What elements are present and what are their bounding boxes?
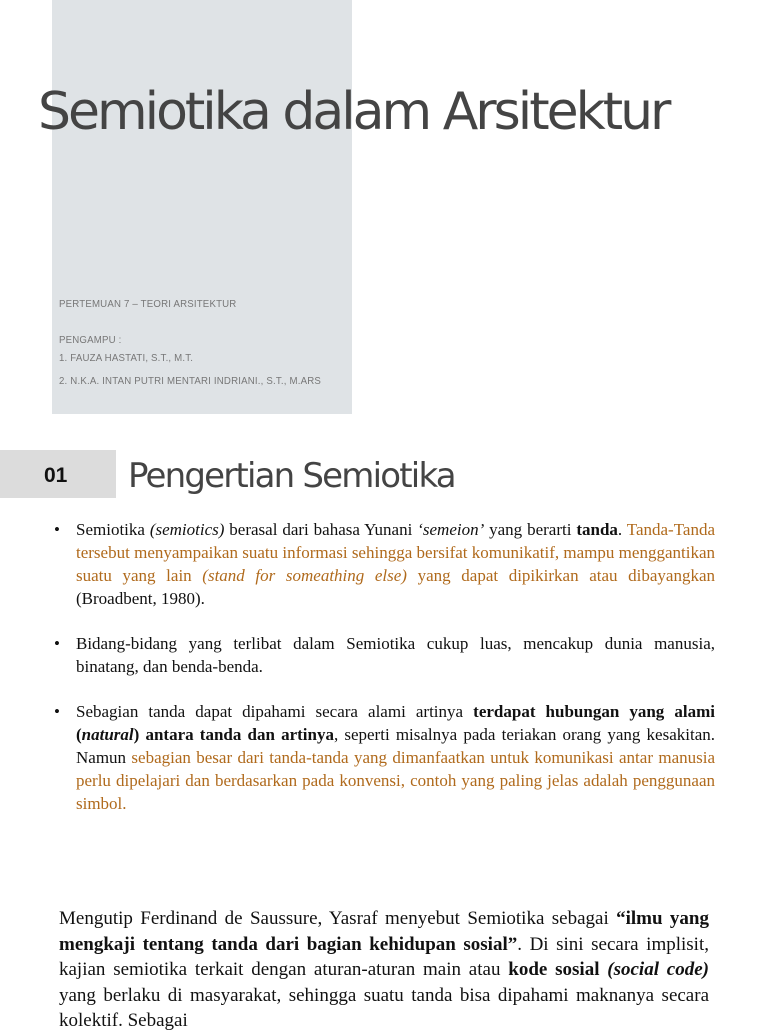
- section-title: Pengertian Semiotika: [128, 456, 455, 496]
- lecturers-label: PENGAMPU :: [59, 334, 122, 346]
- document-title: Semiotika dalam Arsitektur: [38, 82, 669, 142]
- saussure-paragraph: Mengutip Ferdinand de Saussure, Yasraf menyebut Semiotika sebagai “ilmu yang mengkaji tentang tanda dari bagian kehidupan sosial”. Di sini secara implisit, kajian semiotika terkait dengan aturan-aturan main atau kode sosial (social code) yang berlaku di masyarakat, sehingga suatu tanda bisa dipahami maknanya secara kolektif. Sebagai: [59, 908, 709, 1031]
- definition-list: [54, 518, 715, 837]
- meeting-label: PERTEMUAN 7 – TEORI ARSITEKTUR: [59, 298, 237, 310]
- section-number: 01: [44, 464, 68, 487]
- list-item: • Semiotika (semiotics) berasal dari bahasa Yunani ‘semeion’ yang berarti tanda. Tanda-Tanda tersebut menyampaikan suatu informasi sehingga bersifat komunikatif, mampu menggantikan suatu yang lain (stand for someathing else) yang dapat dipikirkan atau dibayangkan (Broadbent, 1980).: [54, 518, 715, 610]
- list-item: • Sebagian tanda dapat dipahami secara alami artinya terdapat hubungan yang alami (natural) antara tanda dan artinya, seperti misalnya pada teriakan orang yang kesakitan. Namun sebagian besar dari tanda-tanda yang dimanfaatkan untuk komunikasi antar manusia perlu dipelajari dan berdasarkan pada konvensi, contoh yang paling jelas adalah penggunaan simbol.: [54, 700, 715, 815]
- list-item: • Bidang-bidang yang terlibat dalam Semiotika cukup luas, mencakup dunia manusia, binatang, dan benda-benda.: [54, 632, 715, 678]
- lecturer-1: 1. FAUZA HASTATI, S.T., M.T.: [59, 352, 194, 364]
- lecturer-2: 2. N.K.A. INTAN PUTRI MENTARI INDRIANI., S.T., M.ARS: [59, 375, 322, 387]
